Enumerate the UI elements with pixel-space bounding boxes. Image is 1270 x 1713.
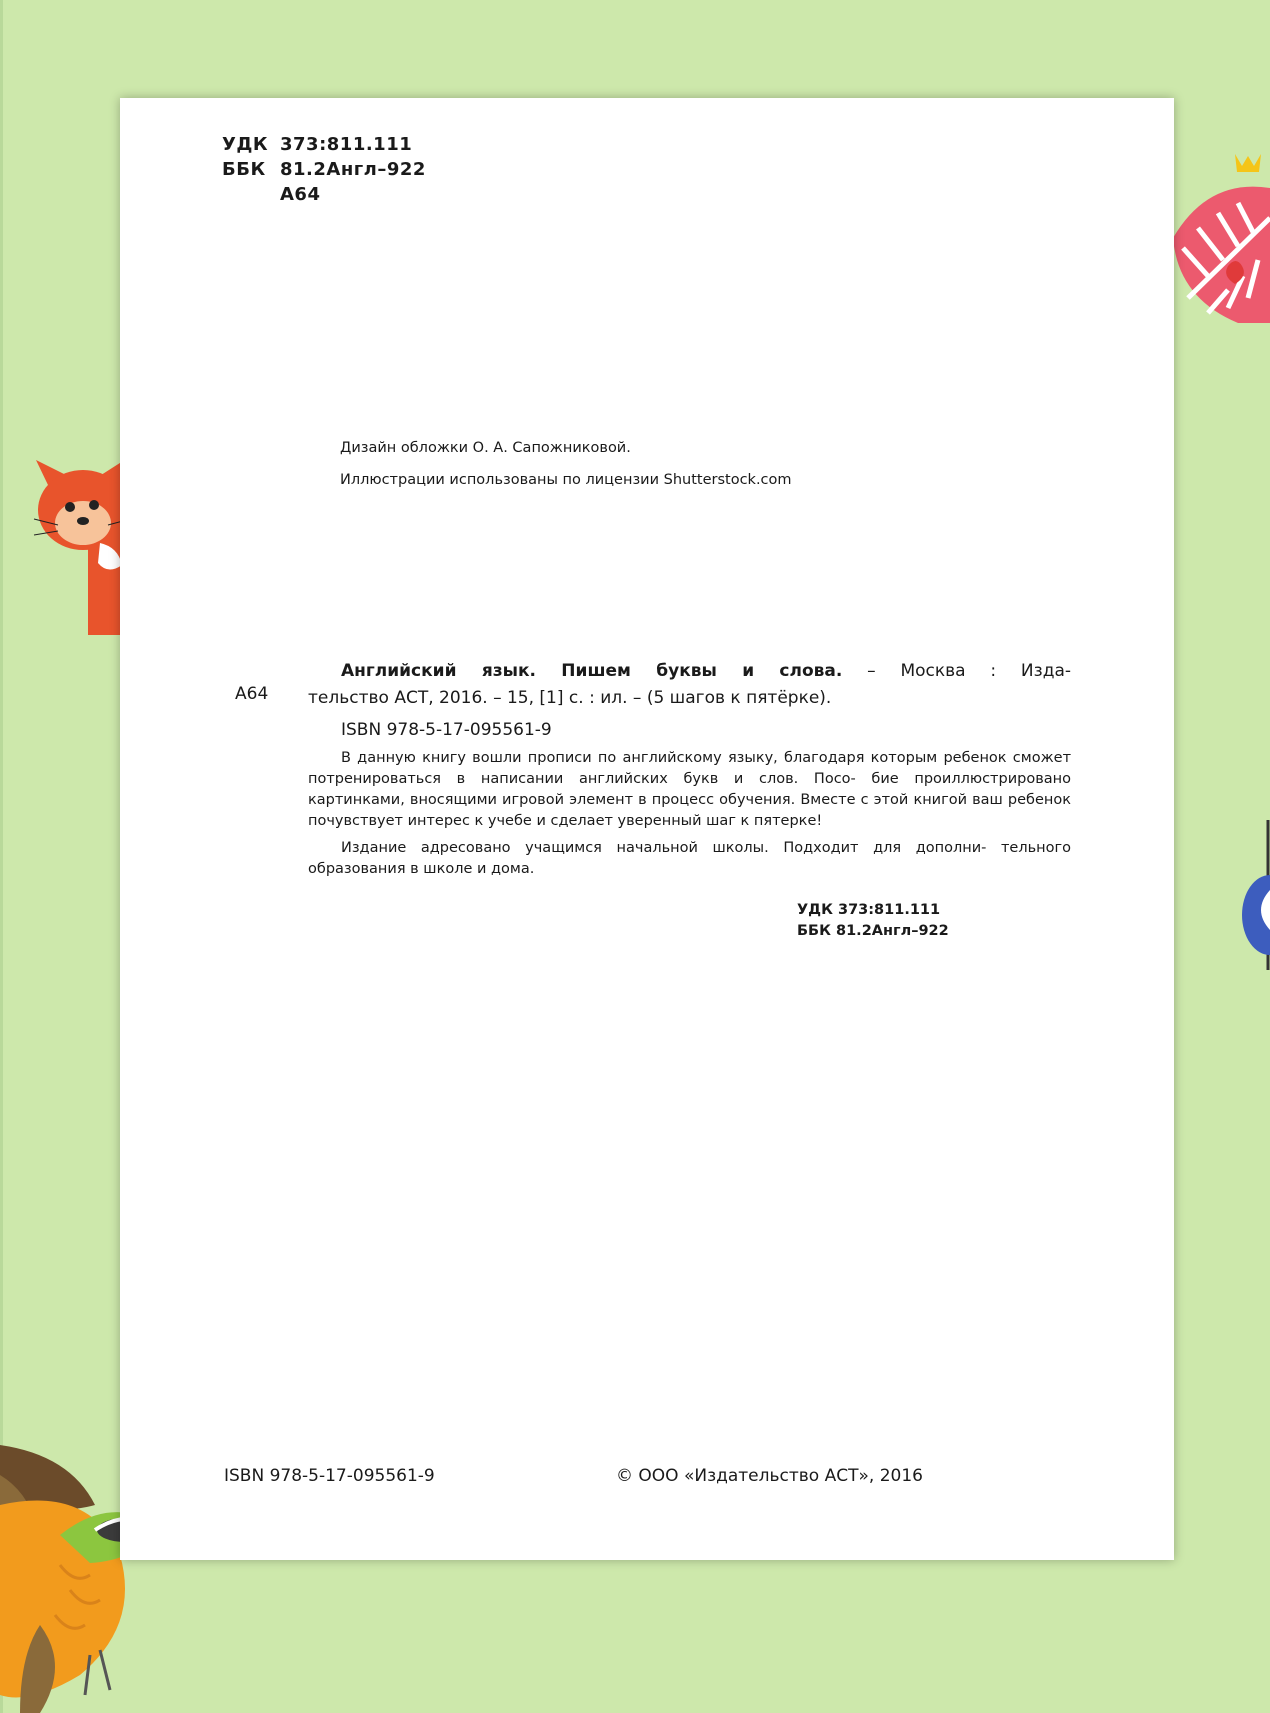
bibliography-isbn: ISBN 978-5-17-095561-9 xyxy=(341,720,552,740)
book-title: Английский язык. Пишем буквы и слова. xyxy=(341,661,843,681)
udk-label: УДК xyxy=(222,134,269,155)
annotation-paragraph-2 xyxy=(308,838,1071,880)
annotation-p2-line: тельного образования в школе и дома. xyxy=(308,840,1071,877)
footer-isbn: ISBN 978-5-17-095561-9 xyxy=(224,1466,435,1486)
bbk-label: ББК xyxy=(222,159,266,180)
bird-illustration-right xyxy=(1240,820,1270,970)
cat-illustration xyxy=(28,455,123,635)
annotation-paragraph-1 xyxy=(308,748,1071,832)
annotation-udk: УДК 373:811.111 xyxy=(797,902,941,918)
annotation-p1-line: ребенок сможет потренироваться в написании английских букв и слов. Посо- xyxy=(308,750,1072,787)
udk-row xyxy=(222,132,426,157)
leaf-illustration xyxy=(1168,148,1270,328)
illustrations-credit: Иллюстрации использованы по лицензии Shutterstock.com xyxy=(340,472,792,488)
bbk-row xyxy=(222,157,426,182)
bibliographic-record xyxy=(308,658,1071,712)
annotation-p1-line: обучения. Вместе с этой книгой ваш ребенок почувствует интерес к учебе и xyxy=(308,792,1072,829)
footer-copyright: © ООО «Издательство АСТ», 2016 xyxy=(616,1466,923,1486)
imprint-page xyxy=(120,98,1174,1560)
annotation-bbk: ББК 81.2Англ–922 xyxy=(797,923,949,939)
annotation-p1-line: В данную книгу вошли прописи по английскому языку, благодаря которым xyxy=(341,750,938,766)
udk-value: 373:811.111 xyxy=(280,134,413,155)
bibliography-line-1 xyxy=(308,658,1071,685)
annotation-classification xyxy=(797,900,949,942)
annotation-p1-line: сделает уверенный шаг к пятерке! xyxy=(550,813,823,829)
author-mark: А64 xyxy=(280,184,321,205)
bibliography-line-1-rest: – Москва : Изда- xyxy=(842,661,1071,681)
author-mark-row xyxy=(222,182,426,207)
classification-header xyxy=(222,132,426,207)
annotation xyxy=(308,748,1071,880)
bbk-value: 81.2Англ–922 xyxy=(280,159,426,180)
annotation-p1-line: бие проиллюстрировано картинками, вносящими игровой элемент в процесс xyxy=(308,771,1071,808)
bibliography-side-mark: А64 xyxy=(235,684,269,704)
annotation-p2-line: Издание адресовано учащимся начальной школы. Подходит для дополни- xyxy=(341,840,987,856)
credits xyxy=(340,432,792,496)
cover-design-credit: Дизайн обложки О. А. Сапожниковой. xyxy=(340,440,631,456)
bibliography-line-2: тельство АСТ, 2016. – 15, [1] с. : ил. – (5 шагов к пятёрке). xyxy=(308,688,832,708)
